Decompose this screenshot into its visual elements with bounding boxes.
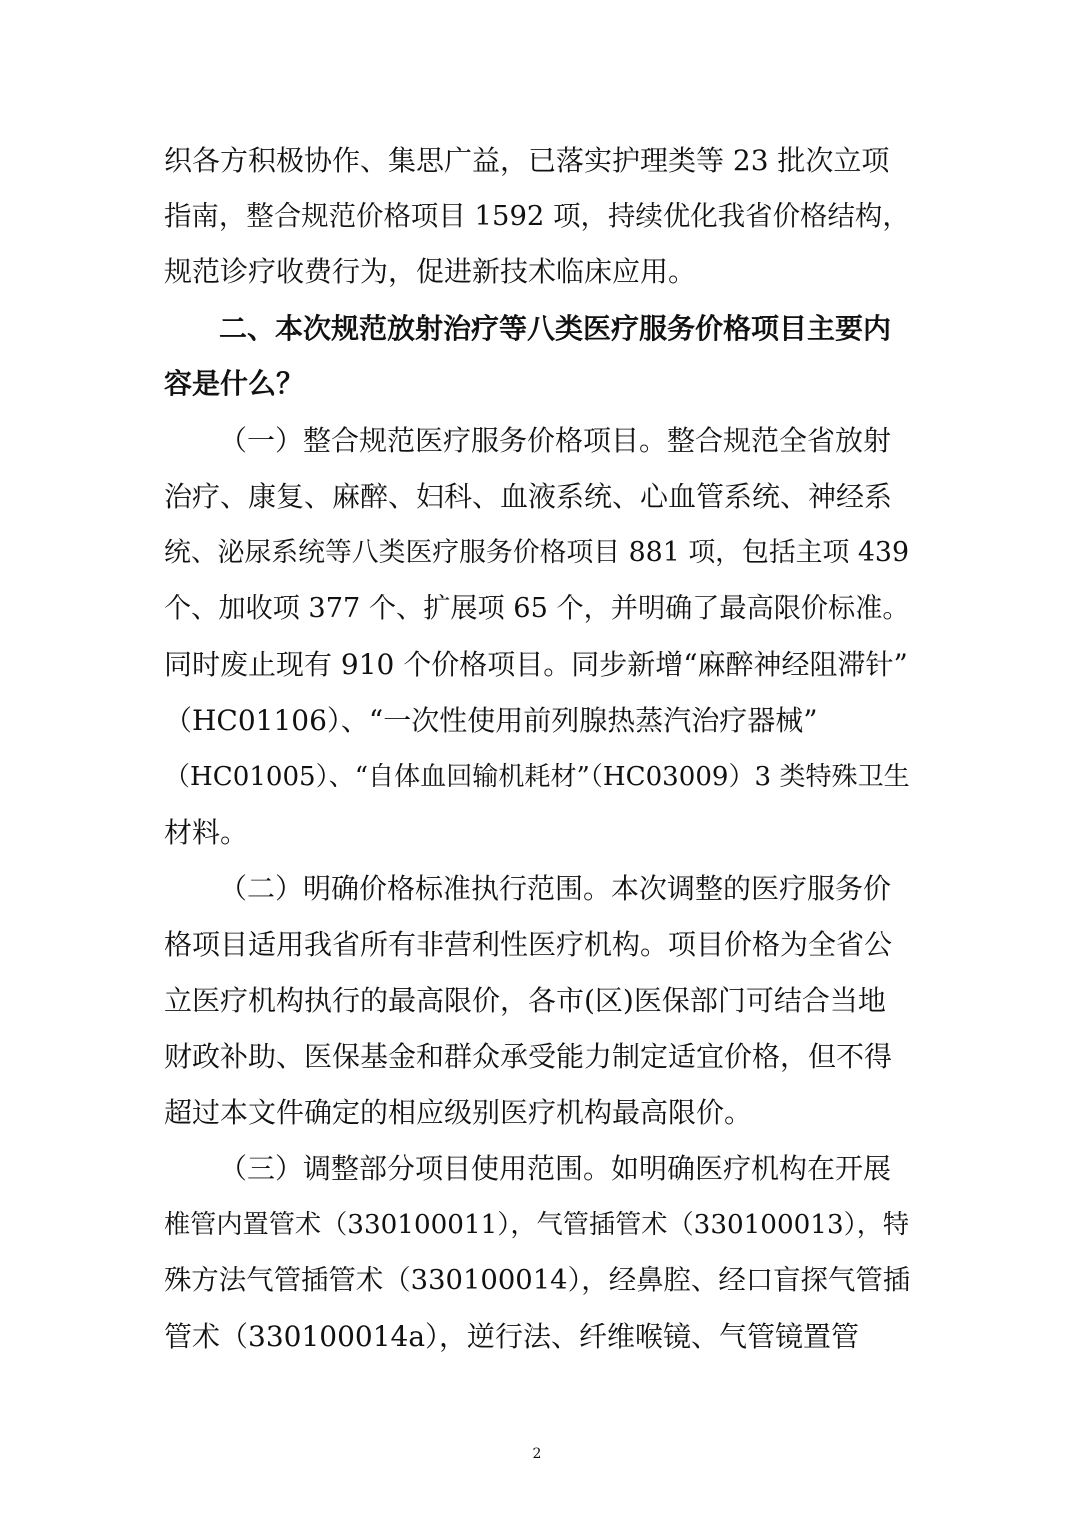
paragraph-line <box>0 974 1074 1028</box>
paragraph-line <box>0 582 1074 636</box>
line-text: 织各方积极协作、集思广益，已落实护理类等 23 批次立项 <box>164 144 890 177</box>
paragraph-line <box>0 638 1074 692</box>
paragraph-line <box>0 190 1074 244</box>
line-text: 管术（330100014a），逆行法、纤维喉镜、气管镜置管 <box>164 1320 860 1353</box>
paragraph-line <box>0 1142 1074 1196</box>
line-text: 指南，整合规范价格项目 1592 项，持续优化我省价格结构， <box>164 201 910 232</box>
line-text: 规范诊疗收费行为，促进新技术临床应用。 <box>164 255 697 288</box>
line-text: （二）明确价格标准执行范围。本次调整的医疗服务价 <box>219 872 892 905</box>
paragraph-line <box>0 1030 1074 1084</box>
paragraph-line <box>0 134 1074 188</box>
section-heading-text: 二、本次规范放射治疗等八类医疗服务价格项目主要内 <box>219 312 892 345</box>
section-heading-line <box>0 302 1074 356</box>
line-text: 殊方法气管插管术（330100014），经鼻腔、经口盲探气管插 <box>164 1265 911 1296</box>
line-text: 椎管内置管术（330100011），气管插管术（330100013），特 <box>164 1210 910 1240</box>
line-text: 立医疗机构执行的最高限价，各市(区)医保部门可结合当地 <box>164 984 886 1017</box>
paragraph-line <box>0 806 1074 860</box>
paragraph-line <box>0 862 1074 916</box>
line-text: 治疗、康复、麻醉、妇科、血液系统、心血管系统、神经系 <box>164 480 893 513</box>
line-text: 财政补助、医保基金和群众承受能力制定适宜价格，但不得 <box>164 1040 893 1073</box>
section-heading-line <box>0 357 1074 411</box>
line-text: 材料。 <box>164 816 249 849</box>
line-text: （HC01106）、“一次性使用前列腺热蒸汽治疗器械” <box>164 704 818 737</box>
line-text: （HC01005）、“自体血回输机耗材”（HC03009）3 类特殊卫生 <box>164 762 910 792</box>
line-text: 统、泌尿系统等八类医疗服务价格项目 881 项，包括主项 439 <box>164 537 910 568</box>
paragraph-line <box>0 750 1074 804</box>
paragraph-line <box>0 1198 1074 1252</box>
line-text: （一）整合规范医疗服务价格项目。整合规范全省放射 <box>219 424 892 457</box>
section-heading-text: 容是什么？ <box>164 367 305 400</box>
paragraph-line <box>0 1254 1074 1308</box>
line-text: 超过本文件确定的相应级别医疗机构最高限价。 <box>164 1096 753 1129</box>
line-text: 格项目适用我省所有非营利性医疗机构。项目价格为全省公 <box>164 928 893 961</box>
paragraph-line <box>0 526 1074 580</box>
paragraph-line <box>0 694 1074 748</box>
paragraph-line <box>0 470 1074 524</box>
paragraph-line <box>0 414 1074 468</box>
line-text: 同时废止现有 910 个价格项目。同步新增“麻醉神经阻滞针” <box>164 648 908 681</box>
paragraph-line <box>0 1310 1074 1364</box>
line-text: （三）调整部分项目使用范围。如明确医疗机构在开展 <box>219 1152 892 1185</box>
paragraph-line <box>0 1086 1074 1140</box>
paragraph-line <box>0 918 1074 972</box>
paragraph-line <box>0 245 1074 299</box>
line-text: 个、加收项 377 个、扩展项 65 个，并明确了最高限价标准。 <box>164 593 910 624</box>
page-number: 2 <box>532 1446 542 1462</box>
